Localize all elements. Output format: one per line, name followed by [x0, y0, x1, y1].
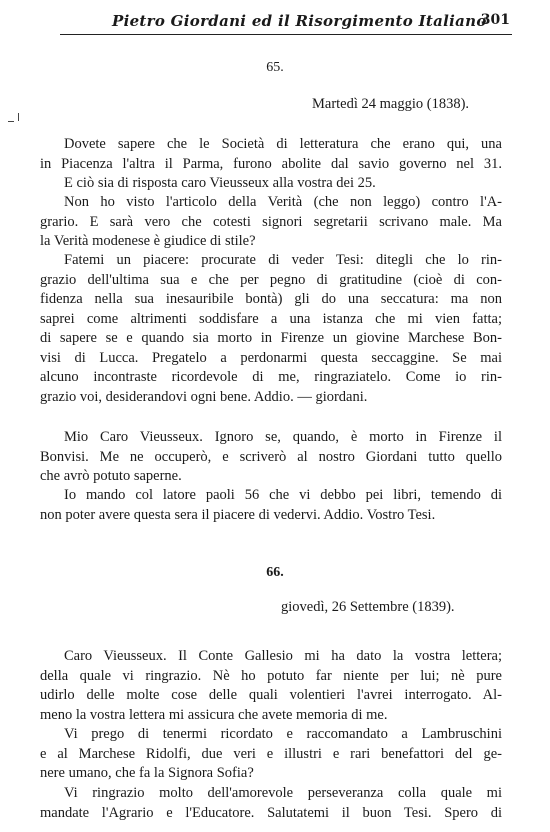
text-line: in Piacenza l'altra il Parma, furono abolite dal savio governo nel 31.	[40, 155, 502, 172]
letter-65-paragraph-2	[40, 193, 502, 252]
text-line: che avrò potuto saperne.	[40, 468, 182, 484]
text-line: grario. E sarà vero che cotesti signori segretarii scrivano male. Ma	[40, 213, 502, 230]
text-line: grazio voi, desiderandovi ogni bene. Addio. — giordani.	[40, 388, 368, 405]
text-line: Bonvisi. Me ne occuperò, e scriverò al nostro Giordani tutto quello	[40, 448, 502, 465]
text-line: Caro Vieusseux. Il Conte Gallesio mi ha dato la vostra lettera;	[64, 648, 502, 664]
text-line: Vi ringrazio molto dell'amorevole perseveranza colla quale mi	[64, 785, 502, 801]
text-line: mandate l'Agrario e l'Educatore. Salutatemi il buon Tesi. Spero di	[40, 804, 502, 821]
text-line: della quale vi ringrazio. Nè ho potuto far niente per lui; nè pure	[40, 667, 502, 684]
text-line: fidenza nella sua inesauribile bontà) gli do una seccatura: ma non	[40, 291, 502, 307]
text-line: grazio dell'ultima sua e che per pegno di gratitudine (cioè di con-	[40, 271, 502, 288]
text-line: Vi prego di tenermi ricordato e raccomandato a Lambruschini	[64, 726, 502, 742]
letter-66-paragraph-3	[40, 784, 502, 823]
tesi-note-paragraph-2	[40, 486, 502, 525]
running-header	[60, 8, 512, 35]
text-line: Io mando col latore paoli 56 che vi debbo pei libri, temendo di	[64, 487, 502, 503]
letter-number-65: 65.	[266, 60, 284, 75]
page-number: 301	[480, 12, 510, 28]
text-line: meno la vostra lettera mi assicura che avete memoria di me.	[40, 706, 388, 723]
text-line: udirlo delle molte cose delle quali volentieri l'avrei interrogato. Al-	[40, 687, 502, 703]
text-line: la Verità modenese è giudice di stile?	[40, 233, 256, 249]
text-line: nere umano, che fa la Signora Sofia?	[40, 765, 254, 781]
margin-mark	[8, 121, 14, 122]
text-line: E ciò sia di risposta caro Vieusseux alla vostra dei 25.	[64, 175, 376, 191]
text-line: alcuno incontraste ricordevole di me, ringraziatelo. Come io rin-	[40, 369, 502, 385]
text-line: non poter avere questa sera il piacere di vedervi. Addio. Vostro Tesi.	[40, 506, 436, 523]
tesi-note-paragraph-1	[40, 428, 502, 487]
letter-65-date: Martedì 24 maggio (1838).	[312, 96, 470, 112]
text-line: visi di Lucca. Pregatelo a perdonarmi questa seccaggine. Se mai	[40, 349, 502, 366]
text-line: e al Marchese Ridolfi, due veri e illustri e rari benefattori del ge-	[40, 745, 502, 762]
text-line: Dovete sapere che le Società di letteratura che erano qui, una	[64, 136, 502, 152]
running-title: Pietro Giordani ed il Risorgimento Italiano	[112, 12, 487, 30]
letter-65-paragraph-1	[40, 135, 502, 194]
letter-66-date: giovedì, 26 Settembre (1839).	[281, 599, 455, 615]
letter-number-66: 66.	[266, 565, 284, 580]
text-line: di sapere se e quando sia morto in Firenze un giovine Marchese Bon-	[40, 330, 502, 346]
letter-66-paragraph-2	[40, 725, 502, 784]
text-line: Non ho visto l'articolo della Verità (che non leggo) contro l'A-	[64, 194, 502, 210]
text-line: Fatemi un piacere: procurate di veder Tesi: ditegli che lo rin-	[64, 252, 502, 268]
letter-65-paragraph-3	[40, 251, 502, 407]
letter-66-paragraph-1	[40, 647, 502, 725]
margin-mark	[18, 113, 19, 121]
text-line: saprei come altrimenti soddisfare a una istanza che mi vien fatta;	[40, 310, 502, 327]
text-line: Mio Caro Vieusseux. Ignoro se, quando, è morto in Firenze il	[64, 429, 502, 445]
